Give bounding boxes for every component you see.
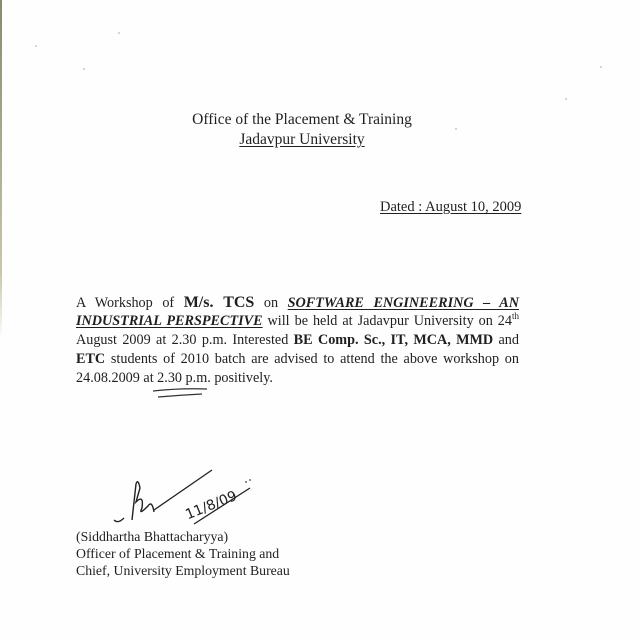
text: will be held at Jadavpur University on 24 — [262, 313, 512, 329]
company-name: M/s. TCS — [183, 294, 255, 311]
scan-speck — [565, 98, 567, 100]
scan-speck — [600, 66, 602, 68]
text: on — [254, 295, 288, 311]
workshop-topic: SOFTWARE ENGINEERING – AN — [287, 295, 519, 311]
university-name: Jadavpur University — [239, 131, 365, 148]
handwritten-date: 11/8/09 — [183, 488, 240, 524]
signatory-title: Chief, University Employment Bureau — [76, 563, 290, 578]
notice-line — [76, 293, 519, 312]
text: and — [493, 332, 519, 348]
text: August 2009 at 2.30 p.m. Interested — [76, 332, 294, 348]
date-line: Dated : August 10, 2009 — [380, 199, 522, 215]
office-title: Office of the Placement & Training — [192, 111, 412, 128]
notice-line — [76, 350, 519, 369]
eligible-branches: BE Comp. Sc., IT, MCA, MMD — [293, 332, 494, 348]
notice-line — [76, 312, 519, 331]
text: students of 2010 batch are advised to attend the above workshop on — [105, 351, 519, 367]
scan-speck — [35, 45, 37, 47]
workshop-topic-cont: INDUSTRIAL PERSPECTIVE — [76, 313, 263, 329]
scan-speck — [83, 68, 85, 70]
signatory-block — [76, 528, 290, 579]
signatory-name: (Siddhartha Bhattacharyya) — [76, 529, 229, 544]
eligible-branches-cont: ETC — [76, 351, 106, 367]
notice-line — [76, 331, 519, 350]
ordinal-suffix: th — [511, 311, 519, 321]
scan-edge — [0, 0, 2, 340]
notice-body — [76, 293, 519, 388]
scan-speck — [118, 32, 120, 34]
text: A Workshop of — [76, 295, 184, 311]
handwritten-signature — [100, 462, 260, 532]
signatory-title: Officer of Placement & Training and — [76, 546, 280, 561]
handwritten-underline — [150, 386, 210, 400]
notice-line: 24.08.2009 at 2.30 p.m. positively. — [76, 370, 273, 386]
